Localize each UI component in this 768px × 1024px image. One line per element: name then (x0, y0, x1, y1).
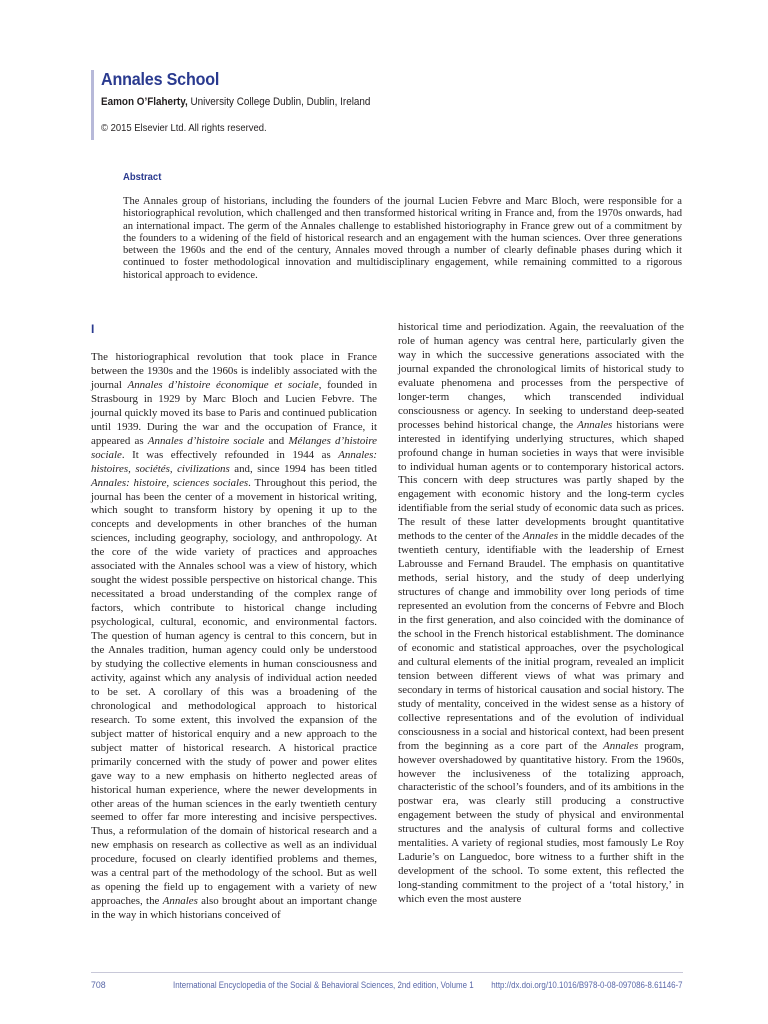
journal-title: Mélanges d’histoire sociale (91, 434, 377, 461)
doi-link[interactable]: http://dx.doi.org/10.1016/B978-0-08-097086-8.61146-7 (491, 980, 683, 990)
journal-title: Annales (603, 739, 639, 752)
journal-title: Annales (577, 418, 613, 431)
article-title: Annales School (101, 69, 220, 89)
journal-title: Annales d’histoire économique et sociale (127, 378, 319, 391)
body-text: historians were interested in identifying underlying structures, which shaped profound change in human societies in ways that were invisible to individual human agents or to contemporary historical actors. This concern with deep structures was partly shaped by the engagement with economic history and the long-term cycles identifiable from the serial study of economic data such as prices. The result of these latter developments brought quantitative methods to the center of the (398, 418, 684, 543)
body-text: also brought about an important change in the way in which historians conceived of (91, 895, 377, 922)
abstract-text: The Annales group of historians, including the founders of the journal Lucien Febvre and Marc Bloch, were responsible for a historiographical revolution, which challenged and then transformed historical writing in France and, from the 1970s onwards, had an international impact. The germ of the Annales challenge to established historiography in France grew out of a commitment by the founders to a widening of the field of historical research and an engagement with the human sciences. Over three generations between the 1960s and the end of the century, Annales moved through a number of clearly definable phases during which it continued to foster methodological innovation and multidisciplinary engagement, while remaining committed to a rigorous historical approach to evidence. (123, 196, 682, 281)
body-text: and (264, 434, 289, 447)
journal-title: Annales (162, 895, 198, 908)
body-text: historical time and periodization. Again, the reevaluation of the role of human agency was central here, particularly given the way in which the successive generations associated with the journal expanded the chronological limits of historical study to evaluate phenomena and processes from the perspective of longer-term changes, which transcended individual consciousness or agency. In seeking to understand deep-seated processes behind historical change, the (398, 321, 684, 431)
footer-divider (91, 972, 683, 973)
body-text: The historiographical revolution that took place in France between the 1930s and the 1960s is indelibly associated with the journal (91, 351, 377, 391)
author-affiliation: University College Dublin, Dublin, Ireland (190, 96, 371, 108)
author-line (101, 96, 370, 108)
page-number: 708 (91, 980, 106, 990)
author-name: Eamon O’Flaherty, (101, 96, 188, 108)
section-heading: I (91, 322, 95, 336)
body-text: . It was effectively refounded in 1944 as (121, 448, 339, 461)
body-column-right (398, 321, 684, 907)
copyright-notice: © 2015 Elsevier Ltd. All rights reserved. (101, 122, 267, 134)
abstract-heading: Abstract (123, 171, 162, 183)
body-text: program, however overshadowed by quantitative history. From the 1960s, however the inclusiveness of the totalizing approach, characteristic of the school’s founders, and of its ambitions in the postwar era, was clearly still producing a constructive engagement between the study of physical and environmental structures and the analysis of cultural forms and collective mentalities. A variety of regional studies, most famously Le Roy Ladurie’s on Languedoc, bore witness to a further shift in the development of the school. To some extent, this reflected the long-standing commitment to the project of a ‘total history,’ in which even the most austere (398, 739, 684, 906)
body-text: . Throughout this period, the journal has been the center of a movement in historical writing, which sought to transform history by opening it up to the concepts and developments in other branches of the human sciences, including geography, sociology, and anthropology. At the core of the wide variety of practices and approaches associated with the Annales school was a view of history, which sought the widest possible perspective on historical change. This necessitated a broad understanding of the complex range of factors, which contribute to historical change including psychological, cultural, economic, and environmental factors. The question of human agency is central to this concern, but in the Annales tradition, human agency could only be understood by studying the collective elements in human consciousness and activity, against which any analysis of individual action needed to be set. A corollary of this was a broadening of the chronological and methodological approach to historical research. To some extent, this involved the expansion of the subject matter of historical enquiry and a new approach to the subject matter of historical research. A historical practice primarily concerned with the study of power and power elites gave way to a new emphasis on hitherto neglected areas of historical human experience, where the newer developments in other areas of the human sciences in the early twentieth century seemed to offer far more interesting and incisive perspectives. Thus, a reformulation of the domain of historical research and a new emphasis on research as collective as well as an individual procedure, focused on clearly identified problems and themes, was a central part of the methodology of the school. But as well as opening the field up to engagement with a variety of new approaches, the (91, 476, 377, 908)
body-column-left (91, 351, 377, 923)
body-text: , founded in Strasbourg in 1929 by Marc Bloch and Lucien Febvre. The journal quickly moved its base to Paris and continued publication until 1939. During the war and the occupation of France, it appeared as (91, 378, 378, 447)
journal-title: Annales: histoires, sociétés, civilizations (91, 448, 377, 475)
body-paragraph (398, 321, 684, 907)
body-paragraph (91, 351, 377, 923)
header-accent-bar (91, 70, 94, 140)
body-text: and, since 1994 has been titled (229, 462, 377, 475)
publication-source[interactable]: International Encyclopedia of the Social & Behavioral Sciences, 2nd edition, Volume 1 (173, 980, 474, 990)
journal-title: Annales (522, 530, 558, 543)
body-text: in the middle decades of the twentieth century, identifiable with the leadership of Ernest Labrousse and Fernand Braudel. The emphasis on quantitative methods, serial history, and the study of deep underlying structures of change and immobility over long periods of time represented an evolution from the concerns of Febvre and Bloch in the first generation, and also coincided with the dominance of the school in the French historical establishment. The dominance of economic and statistical approaches, over the psychological and cultural elements of the initial program, revealed an implicit tension between different views of what was primary and secondary in terms of historical causation and social history. The study of mentality, conceived in the widest sense as a history of collective representations and of the evolution of individual consciousness in a social and historical context, had been present from the beginning as a core part of the (398, 530, 685, 752)
journal-title: Annales d’histoire sociale (147, 434, 265, 447)
journal-title: Annales: histoire, sciences sociales (91, 476, 249, 489)
